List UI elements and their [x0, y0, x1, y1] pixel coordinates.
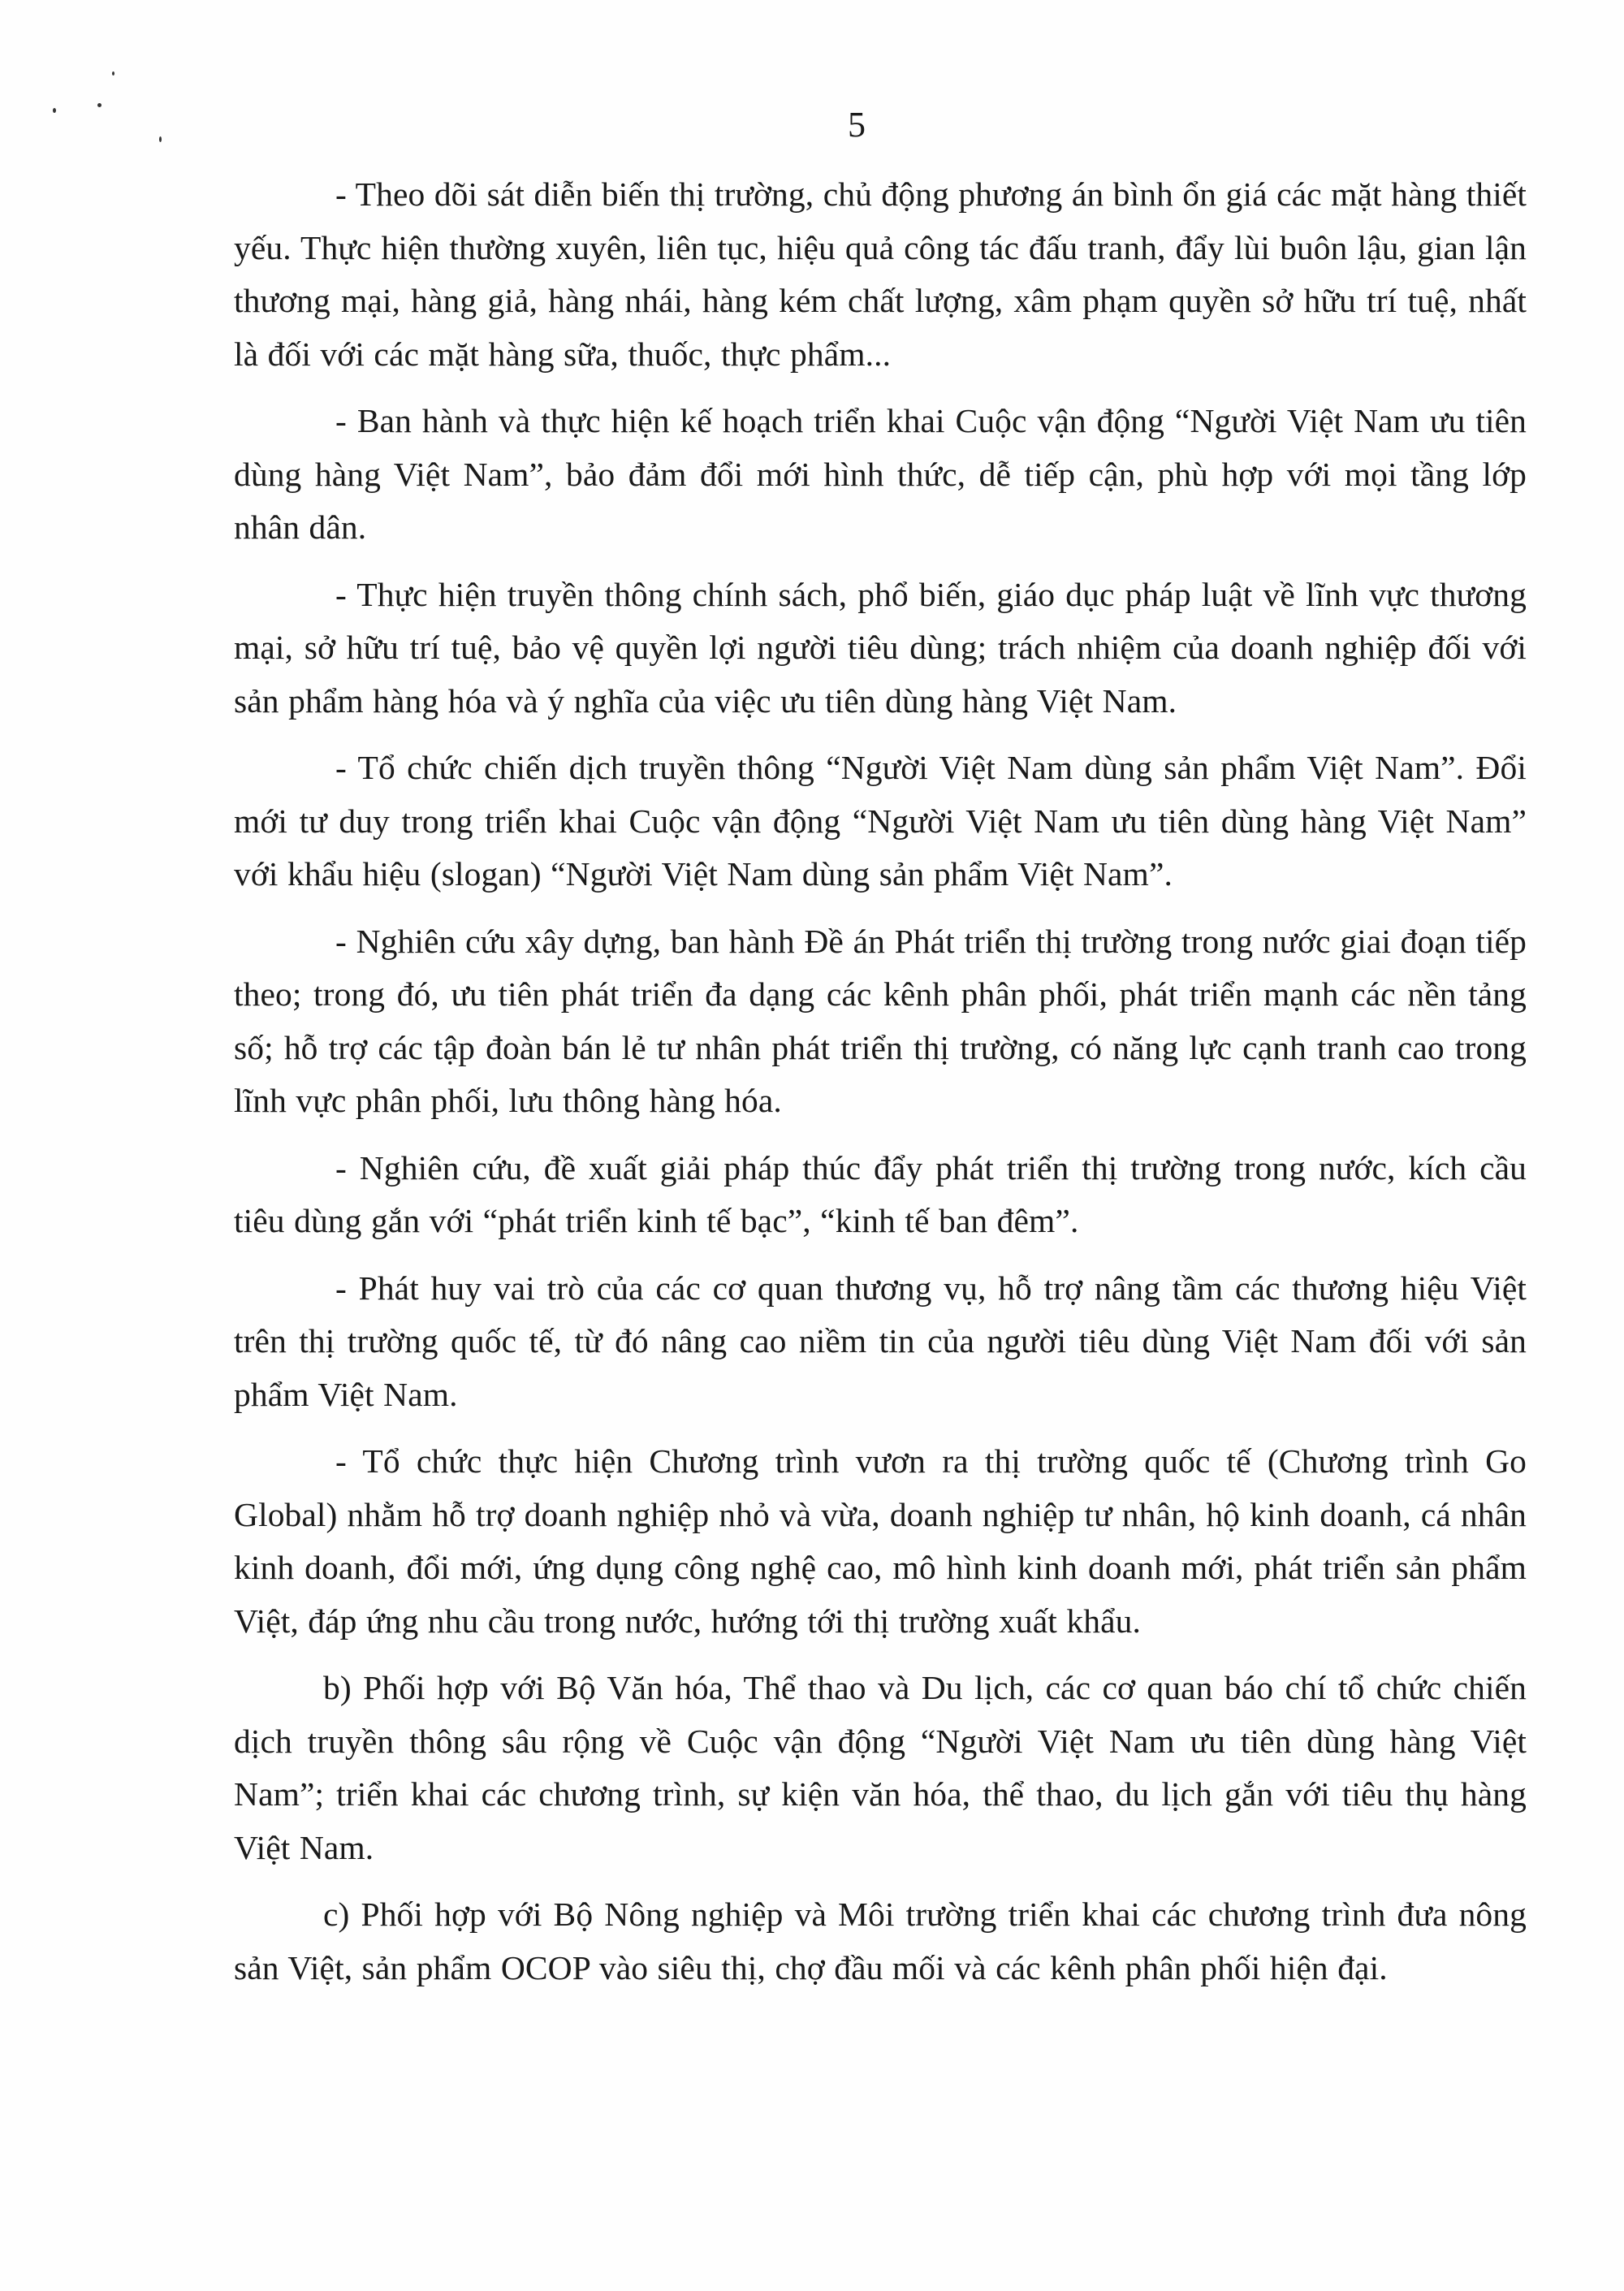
paragraph-bullet: - Tổ chức chiến dịch truyền thông “Người Việt Nam dùng sản phẩm Việt Nam”. Đổi mới tư duy trong triển khai Cuộc vận động “Người Việt Nam ưu tiên dùng hàng Việt Nam” với khẩu hiệu (slogan) “Người Việt Nam dùng sản phẩm Việt Nam”.: [234, 749, 1527, 893]
paragraph-item-b: b) Phối hợp với Bộ Văn hóa, Thể thao và Du lịch, các cơ quan báo chí tổ chức chiến dịch truyền thông sâu rộng về Cuộc vận động “Người Việt Nam ưu tiên dùng hàng Việt Nam”; triển khai các chương trình, sự kiện văn hóa, thể thao, du lịch gắn với tiêu thụ hàng Việt Nam.: [234, 1669, 1527, 1866]
paragraph-bullet: - Nghiên cứu, đề xuất giải pháp thúc đẩy phát triển thị trường trong nước, kích cầu tiêu dùng gắn với “phát triển kinh tế bạc”, “kinh tế ban đêm”.: [234, 1148, 1527, 1239]
scan-speck: [112, 71, 114, 76]
paragraph-bullet: - Tổ chức thực hiện Chương trình vươn ra thị trường quốc tế (Chương trình Go Global) nhằm hỗ trợ doanh nghiệp nhỏ và vừa, doanh nghiệp tư nhân, hộ kinh doanh, cá nhân kinh doanh, đổi mới, ứng dụng công nghệ cao, mô hình kinh doanh mới, phát triển sản phẩm Việt, đáp ứng nhu cầu trong nước, hướng tới thị trường xuất khẩu.: [234, 1442, 1527, 1640]
paragraph-bullet: - Nghiên cứu xây dựng, ban hành Đề án Phát triển thị trường trong nước giai đoạn tiếp theo; trong đó, ưu tiên phát triển đa dạng các kênh phân phối, phát triển mạnh các nền tảng số; hỗ trợ các tập đoàn bán lẻ tư nhân phát triển thị trường, có năng lực cạnh tranh cao trong lĩnh vực phân phối, lưu thông hàng hóa.: [234, 922, 1527, 1119]
paragraph-bullet: - Theo dõi sát diễn biến thị trường, chủ động phương án bình ổn giá các mặt hàng thiết yếu. Thực hiện thường xuyên, liên tục, hiệu quả công tác đấu tranh, đẩy lùi buôn lậu, gian lận thương mại, hàng giả, hàng nhái, hàng kém chất lượng, xâm phạm quyền sở hữu trí tuệ, nhất là đối với các mặt hàng sữa, thuốc, thực phẩm...: [234, 175, 1527, 373]
document-body: [234, 168, 1527, 2008]
paragraph-bullet: - Thực hiện truyền thông chính sách, phổ biến, giáo dục pháp luật về lĩnh vực thương mại, sở hữu trí tuệ, bảo vệ quyền lợi người tiêu dùng; trách nhiệm của doanh nghiệp đối với sản phẩm hàng hóa và ý nghĩa của việc ưu tiên dùng hàng Việt Nam.: [234, 575, 1527, 720]
paragraph-bullet: - Phát huy vai trò của các cơ quan thương vụ, hỗ trợ nâng tầm các thương hiệu Việt trên thị trường quốc tế, từ đó nâng cao niềm tin của người tiêu dùng Việt Nam đối với sản phẩm Việt Nam.: [234, 1269, 1527, 1413]
paragraph-bullet: - Ban hành và thực hiện kế hoạch triển khai Cuộc vận động “Người Việt Nam ưu tiên dùng hàng Việt Nam”, bảo đảm đổi mới hình thức, dễ tiếp cận, phù hợp với mọi tầng lớp nhân dân.: [234, 402, 1527, 546]
page-number: 5: [848, 105, 866, 145]
paragraph-item-c: c) Phối hợp với Bộ Nông nghiệp và Môi trường triển khai các chương trình đưa nông sản Việt, sản phẩm OCOP vào siêu thị, chợ đầu mối và các kênh phân phối hiện đại.: [234, 1895, 1527, 1986]
